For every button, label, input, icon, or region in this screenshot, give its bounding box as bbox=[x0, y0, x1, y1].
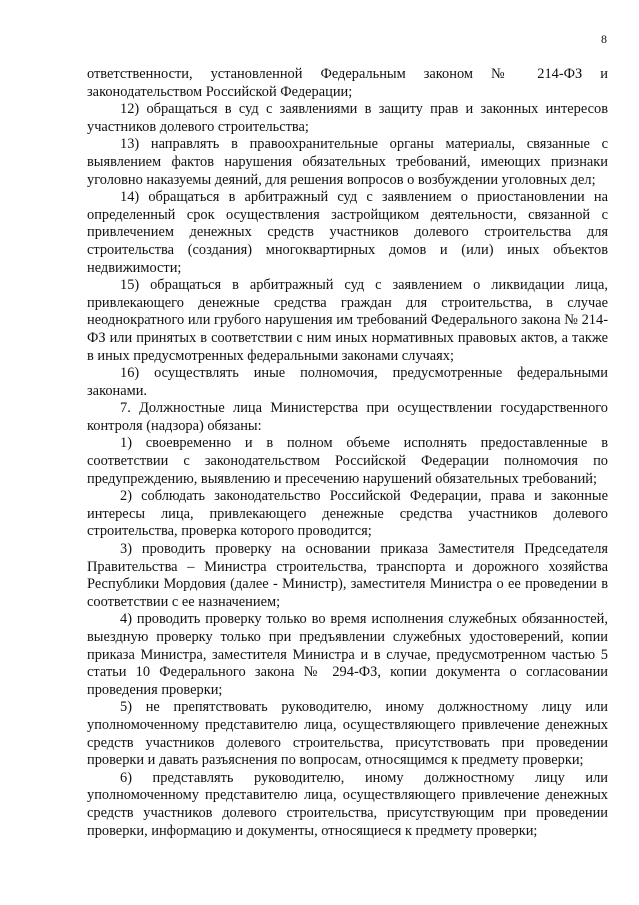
paragraph: 3) проводить проверку на основании приказа Заместителя Председателя Правительства – Министра строительства, транспорта и дорожного хозяйства Республики Мордовия (далее - Министр), заместителя Министра о ее проведении в соответствии с ее назначением; bbox=[87, 541, 608, 610]
document-body bbox=[87, 66, 608, 840]
page-number: 8 bbox=[601, 32, 607, 46]
paragraph: 7. Должностные лица Министерства при осуществлении государственного контроля (надзора) обязаны: bbox=[87, 400, 608, 434]
paragraph: 4) проводить проверку только во время исполнения служебных обязанностей, выездную проверку только при предъявлении служебных удостоверений, копии приказа Министра, заместителя Министра и в случае, предусмотренном частью 5 статьи 10 Федерального закона № 294-ФЗ, копии документа о согласовании проведения проверки; bbox=[87, 611, 608, 698]
paragraph: 12) обращаться в суд с заявлениями в защиту прав и законных интересов участников долевого строительства; bbox=[87, 101, 608, 135]
paragraph: 2) соблюдать законодательство Российской Федерации, права и законные интересы лица, привлекающего денежные средства участников долевого строительства, проверка которого проводится; bbox=[87, 488, 608, 540]
paragraph: 1) своевременно и в полном объеме исполнять предоставленные в соответствии с законодательством Российской Федерации полномочия по предупреждению, выявлению и пресечению нарушений обязательных требований; bbox=[87, 435, 608, 487]
paragraph: ответственности, установленной Федеральным законом № 214-ФЗ и законодательством Российской Федерации; bbox=[87, 66, 608, 100]
paragraph: 16) осуществлять иные полномочия, предусмотренные федеральными законами. bbox=[87, 365, 608, 399]
paragraph: 14) обращаться в арбитражный суд с заявлением о приостановлении на определенный срок осуществления застройщиком деятельности, связанной с привлечением денежных средств участников долевого строительства для строительства (создания) многоквартирных домов и (или) иных объектов недвижимости; bbox=[87, 189, 608, 276]
paragraph: 15) обращаться в арбитражный суд с заявлением о ликвидации лица, привлекающего денежные средства граждан для строительства, в случае неоднократного или грубого нарушения им требований Федерального закона № 214-ФЗ или принятых в соответствии с ним иных нормативных правовых актов, а также в иных предусмотренных федеральными законами случаях; bbox=[87, 277, 608, 364]
paragraph: 6) представлять руководителю, иному должностному лицу или уполномоченному представителю лица, осуществляющего привлечение денежных средств участников долевого строительства, присутствующим при проведении проверки, информацию и документы, относящиеся к предмету проверки; bbox=[87, 769, 608, 839]
paragraph: 13) направлять в правоохранительные органы материалы, связанные с выявлением фактов нарушения обязательных требований, имеющих признаки уголовно наказуемы деяний, для решения вопросов о возбуждении уголовных дел; bbox=[87, 136, 608, 188]
paragraph: 5) не препятствовать руководителю, иному должностному лицу или уполномоченному представителю лица, осуществляющего привлечение денежных средств участников долевого строительства, присутствовать при проведении проверки и давать разъяснения по вопросам, относящимся к предмету проверки; bbox=[87, 699, 608, 769]
